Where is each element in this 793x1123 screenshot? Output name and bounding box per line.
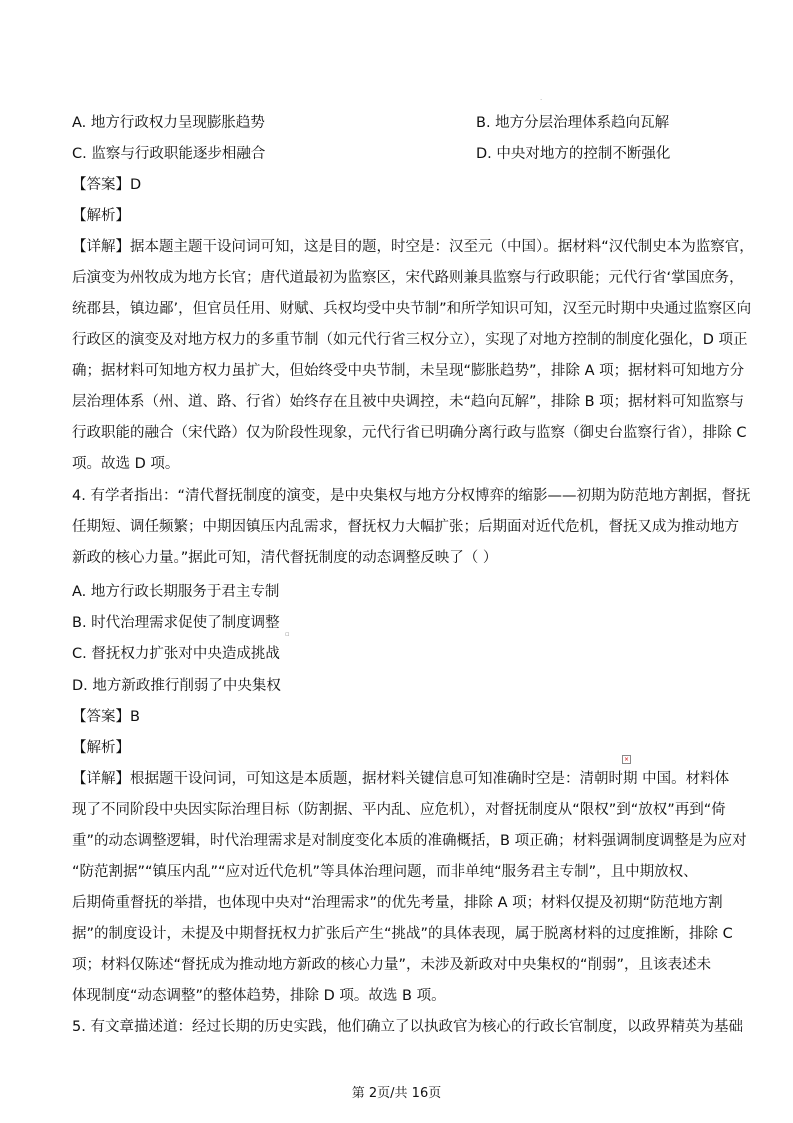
- q4-stem-line: 新政的核心力量。”据此可知，清代督抚制度的动态调整反映了（ ）: [72, 550, 498, 566]
- scan-speck: ·: [540, 96, 543, 104]
- q4-detail-line: 据”的制度设计，未提及中期督抚权力扩张后产生“挑战”的具体表现，属于脱离材料的过度推断，排除 C: [72, 926, 733, 942]
- broken-image-icon: ×: [623, 756, 630, 763]
- q3-answer: 【答案】D: [72, 177, 142, 193]
- q4-detail-line: 现了不同阶段中央因实际治理目标（防割据、平内乱、应危机），对督抚制度从“限权”到“放权”再到“倚: [72, 802, 726, 818]
- q3-detail-line: 后演变为州牧成为地方长官；唐代道最初为监察区，宋代路则兼具监察与行政职能；元代行省‘掌国庶务，: [72, 270, 744, 286]
- q3-detail-line: 统郡县，镇边鄙’，但官员任用、财赋、兵权均受中央节制”和所学知识可知，汉至元时期中央通过监察区向: [72, 301, 752, 317]
- q3-option-a: A. 地方行政权力呈现膨胀趋势: [72, 115, 265, 131]
- q3-option-c: C. 监察与行政职能逐步相融合: [72, 146, 266, 162]
- q4-detail-line: 项；材料仅陈述“督抚成为推动地方新政的核心力量”，未涉及新政对中央集权的“削弱”，且该表述未: [72, 957, 712, 973]
- q3-detail-line: 【详解】据本题主题干设问词可知，这是目的题，时空是：汉至元（中国）。据材料“汉代制史本为监察官，: [72, 239, 754, 255]
- q3-detail-line: 项。故选 D 项。: [72, 456, 180, 472]
- q3-option-row-1: [72, 114, 742, 132]
- q4-detail-line: 【详解】根据题干设问词，可知这是本质题，据材料关键信息可知准确时空是：清朝时期 中国。材料体: [72, 771, 730, 787]
- q4-stem-line: 任期短、调任频繁；中期因镇压内乱需求，督抚权力大幅扩张；后期面对近代危机，督抚又成为推动地方: [72, 519, 739, 535]
- q3-detail-line: 行政区的演变及对地方权力的多重节制（如元代行省三权分立），实现了对地方控制的制度化强化，D 项正: [72, 332, 748, 348]
- scan-speck: ▫: [285, 630, 290, 638]
- q4-answer: 【答案】B: [72, 709, 140, 725]
- q3-detail-line: 行政职能的融合（宋代路）仅为阶段性现象，元代行省已明确分离行政与监察（御史台监察行省），排除 C: [72, 425, 747, 441]
- page-footer: 第 2页/共 16页: [351, 1086, 442, 1101]
- q4-detail-line: “防范割据”“镇压内乱”“应对近代危机”等具体治理问题，而非单纯“服务君主专制”，且中期放权、: [72, 864, 698, 880]
- q3-detail-line: 层治理体系（州、道、路、行省）始终存在且被中央调控，未“趋向瓦解”，排除 B 项；据材料可知监察与: [72, 394, 745, 410]
- q4-analysis-label: 【解析】: [72, 740, 130, 756]
- q4-stem-line: 4. 有学者指出：“清代督抚制度的演变，是中央集权与地方分权博弈的缩影——初期为防范地方割据，督抚: [72, 488, 751, 504]
- q3-detail-line: 确；据材料可知地方权力虽扩大，但始终受中央节制，未呈现“膨胀趋势”，排除 A 项；据材料可知地方分: [72, 363, 745, 379]
- q3-analysis-label: 【解析】: [72, 208, 130, 224]
- q4-option-c: C. 督抚权力扩张对中央造成挑战: [72, 646, 280, 662]
- q4-option-b: B. 时代治理需求促使了制度调整: [72, 615, 280, 631]
- q3-option-row-2: [72, 145, 742, 163]
- q4-option-a: A. 地方行政长期服务于君主专制: [72, 584, 280, 600]
- q5-stem-line: 5. 有文章描述道：经过长期的历史实践，他们确立了以执政官为核心的行政长官制度，以政界精英为基础: [72, 1019, 743, 1035]
- q3-option-b: B. 地方分层治理体系趋向瓦解: [476, 115, 670, 131]
- q3-option-d: D. 中央对地方的控制不断强化: [476, 146, 671, 162]
- q4-option-d: D. 地方新政推行削弱了中央集权: [72, 678, 281, 694]
- q4-detail-line: 重”的动态调整逻辑，时代治理需求是对制度变化本质的准确概括，B 项正确；材料强调制度调整是为应对: [72, 833, 747, 849]
- q4-detail-line: 后期倚重督抚的举措，也体现中央对“治理需求”的优先考量，排除 A 项；材料仅提及初期“防范地方割: [72, 895, 723, 911]
- q4-detail-line: 体现制度“动态调整”的整体趋势，排除 D 项。故选 B 项。: [72, 988, 446, 1004]
